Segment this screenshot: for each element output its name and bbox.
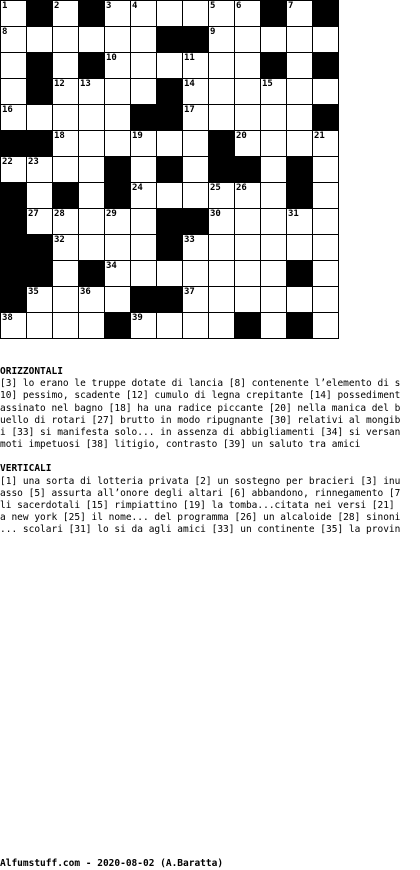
grid-cell[interactable] [79, 235, 105, 261]
grid-cell[interactable] [105, 79, 131, 105]
black-cell [287, 261, 313, 287]
grid-cell[interactable] [183, 105, 209, 131]
grid-cell[interactable] [209, 313, 235, 339]
clue-number: 5 [210, 1, 216, 11]
black-cell [183, 27, 209, 53]
grid-cell[interactable] [27, 313, 53, 339]
black-cell [209, 157, 235, 183]
black-cell [27, 131, 53, 157]
black-cell [131, 287, 157, 313]
grid-cell[interactable] [183, 1, 209, 27]
clue-number: 34 [106, 261, 117, 271]
grid-cell[interactable] [209, 235, 235, 261]
clue-number: 23 [28, 157, 39, 167]
clue-number: 15 [262, 79, 273, 89]
grid-cell[interactable] [53, 105, 79, 131]
grid-cell[interactable] [183, 131, 209, 157]
grid-cell[interactable] [131, 131, 157, 157]
clue-line: uello di rotari [27] brutto in modo ripugnante [30] relativi al mongib [0, 414, 401, 426]
grid-cell[interactable] [79, 209, 105, 235]
grid-cell[interactable] [261, 287, 287, 313]
grid-cell[interactable] [131, 79, 157, 105]
clue-number: 20 [236, 131, 247, 141]
across-heading: ORIZZONTALI [0, 366, 63, 377]
grid-cell[interactable] [157, 313, 183, 339]
clue-line: li sacerdotali [15] rimpiattino [19] la tomba...citata nei versi [21] [0, 500, 395, 512]
black-cell [157, 209, 183, 235]
clue-number: 30 [210, 209, 221, 219]
black-cell [287, 157, 313, 183]
grid-cell[interactable] [313, 313, 339, 339]
grid-cell[interactable] [79, 287, 105, 313]
black-cell [27, 79, 53, 105]
grid-cell[interactable] [313, 287, 339, 313]
grid-cell[interactable] [79, 105, 105, 131]
grid-cell[interactable] [287, 79, 313, 105]
clue-number: 35 [28, 287, 39, 297]
grid-cell[interactable] [261, 131, 287, 157]
grid-cell[interactable] [131, 27, 157, 53]
clue-number: 37 [184, 287, 195, 297]
clue-number: 7 [288, 1, 294, 11]
grid-cell[interactable] [79, 131, 105, 157]
grid-cell[interactable] [235, 209, 261, 235]
black-cell [261, 53, 287, 79]
grid-cell[interactable] [79, 313, 105, 339]
grid-cell[interactable] [183, 287, 209, 313]
clue-number: 19 [132, 131, 143, 141]
black-cell [313, 1, 339, 27]
grid-cell[interactable] [1, 105, 27, 131]
clue-number: 16 [2, 105, 13, 115]
clue-line: moti impetuosi [38] litigio, contrasto [39] un saluto tra amici [0, 439, 361, 451]
black-cell [105, 157, 131, 183]
grid-cell[interactable] [53, 1, 79, 27]
grid-row [1, 27, 339, 53]
grid-cell[interactable] [183, 53, 209, 79]
clue-number: 8 [2, 27, 8, 37]
black-cell [183, 209, 209, 235]
grid-cell[interactable] [287, 53, 313, 79]
clue-number: 4 [132, 1, 138, 11]
grid-cell[interactable] [1, 1, 27, 27]
grid-cell[interactable] [79, 27, 105, 53]
black-cell [27, 235, 53, 261]
clue-line: a new york [25] il nome... del programma [26] un alcaloide [28] sinoni [0, 512, 401, 524]
grid-cell[interactable] [235, 53, 261, 79]
grid-cell[interactable] [131, 209, 157, 235]
grid-cell[interactable] [53, 27, 79, 53]
grid-row [1, 287, 339, 313]
clue-line: assinato nel bagno [18] ha una radice piccante [20] nella manica del b [0, 402, 401, 414]
grid-cell[interactable] [183, 313, 209, 339]
black-cell [157, 105, 183, 131]
clue-line: [1] una sorta di lotteria privata [2] un sostegno per bracieri [3] inu [0, 475, 401, 487]
grid-cell[interactable] [53, 287, 79, 313]
black-cell [1, 183, 27, 209]
black-cell [313, 105, 339, 131]
grid-cell[interactable] [209, 183, 235, 209]
crossword-grid [0, 0, 339, 339]
clue-number: 36 [80, 287, 91, 297]
grid-cell[interactable] [27, 287, 53, 313]
black-cell [261, 1, 287, 27]
grid-cell[interactable] [313, 261, 339, 287]
clue-number: 32 [54, 235, 65, 245]
black-cell [53, 183, 79, 209]
grid-cell[interactable] [235, 79, 261, 105]
grid-cell[interactable] [287, 235, 313, 261]
grid-cell[interactable] [27, 105, 53, 131]
grid-cell[interactable] [261, 79, 287, 105]
grid-cell[interactable] [261, 183, 287, 209]
grid-cell[interactable] [53, 53, 79, 79]
grid-cell[interactable] [105, 53, 131, 79]
grid-cell[interactable] [313, 27, 339, 53]
grid-row [1, 157, 339, 183]
grid-cell[interactable] [157, 53, 183, 79]
grid-cell[interactable] [105, 235, 131, 261]
down-heading: VERTICALI [0, 463, 52, 475]
grid-cell[interactable] [27, 209, 53, 235]
clue-number: 10 [106, 53, 117, 63]
grid-cell[interactable] [313, 131, 339, 157]
clue-number: 38 [2, 313, 13, 323]
grid-cell[interactable] [1, 27, 27, 53]
clue-number: 9 [210, 27, 216, 37]
grid-cell[interactable] [105, 131, 131, 157]
black-cell [79, 53, 105, 79]
grid-row [1, 79, 339, 105]
black-cell [157, 235, 183, 261]
grid-cell[interactable] [183, 261, 209, 287]
clue-number: 6 [236, 1, 242, 11]
black-cell [1, 235, 27, 261]
grid-cell[interactable] [157, 183, 183, 209]
clue-number: 31 [288, 209, 299, 219]
grid-cell[interactable] [131, 157, 157, 183]
clue-number: 39 [132, 313, 143, 323]
clue-number: 17 [184, 105, 195, 115]
black-cell [1, 131, 27, 157]
grid-cell[interactable] [209, 1, 235, 27]
black-cell [157, 79, 183, 105]
grid-cell[interactable] [1, 157, 27, 183]
black-cell [79, 261, 105, 287]
black-cell [157, 287, 183, 313]
clue-number: 24 [132, 183, 143, 193]
black-cell [157, 157, 183, 183]
grid-row [1, 1, 339, 27]
clue-number: 12 [54, 79, 65, 89]
grid-cell[interactable] [105, 209, 131, 235]
black-cell [27, 261, 53, 287]
grid-cell[interactable] [235, 1, 261, 27]
black-cell [1, 209, 27, 235]
grid-row [1, 261, 339, 287]
grid-row [1, 313, 339, 339]
grid-cell[interactable] [287, 209, 313, 235]
black-cell [209, 131, 235, 157]
grid-cell[interactable] [313, 157, 339, 183]
grid-row [1, 209, 339, 235]
grid-cell[interactable] [235, 261, 261, 287]
grid-row [1, 131, 339, 157]
clue-number: 1 [2, 1, 8, 11]
grid-cell[interactable] [261, 209, 287, 235]
black-cell [235, 157, 261, 183]
grid-cell[interactable] [183, 235, 209, 261]
grid-cell[interactable] [183, 183, 209, 209]
clues-section [0, 366, 420, 537]
grid-cell[interactable] [313, 209, 339, 235]
grid-cell[interactable] [79, 183, 105, 209]
grid-cell[interactable] [287, 27, 313, 53]
grid-cell[interactable] [79, 157, 105, 183]
grid-cell[interactable] [131, 313, 157, 339]
grid-cell[interactable] [27, 27, 53, 53]
across-clues [0, 378, 420, 451]
clue-number: 18 [54, 131, 65, 141]
grid-cell[interactable] [261, 105, 287, 131]
grid-cell[interactable] [209, 209, 235, 235]
grid-cell[interactable] [53, 209, 79, 235]
grid-cell[interactable] [131, 53, 157, 79]
grid-cell[interactable] [105, 27, 131, 53]
clue-line: asso [5] assurta all’onore degli altari [6] abbandono, rinnegamento [7 [0, 487, 401, 499]
clue-line: ... scolari [31] lo si da agli amici [33] un continente [35] la provin [0, 524, 401, 536]
grid-cell[interactable] [105, 1, 131, 27]
black-cell [131, 105, 157, 131]
grid-row [1, 105, 339, 131]
grid-cell[interactable] [27, 157, 53, 183]
clue-number: 26 [236, 183, 247, 193]
grid-cell[interactable] [79, 79, 105, 105]
grid-cell[interactable] [131, 183, 157, 209]
grid-cell[interactable] [313, 183, 339, 209]
grid-cell[interactable] [53, 313, 79, 339]
black-cell [1, 261, 27, 287]
grid-cell[interactable] [53, 79, 79, 105]
grid-cell[interactable] [27, 183, 53, 209]
grid-cell[interactable] [157, 1, 183, 27]
black-cell [1, 287, 27, 313]
grid-cell[interactable] [209, 261, 235, 287]
clue-number: 13 [80, 79, 91, 89]
grid-cell[interactable] [313, 79, 339, 105]
black-cell [27, 53, 53, 79]
grid-cell[interactable] [287, 1, 313, 27]
grid-row [1, 53, 339, 79]
grid-cell[interactable] [131, 1, 157, 27]
clue-number: 29 [106, 209, 117, 219]
grid-cell[interactable] [209, 79, 235, 105]
grid-cell[interactable] [287, 131, 313, 157]
grid-cell[interactable] [157, 131, 183, 157]
clue-number: 14 [184, 79, 195, 89]
grid-cell[interactable] [313, 235, 339, 261]
grid-cell[interactable] [235, 287, 261, 313]
grid-cell[interactable] [209, 53, 235, 79]
clue-number: 3 [106, 1, 112, 11]
grid-cell[interactable] [287, 105, 313, 131]
grid-cell[interactable] [235, 183, 261, 209]
grid-cell[interactable] [1, 53, 27, 79]
grid-cell[interactable] [235, 131, 261, 157]
clue-number: 2 [54, 1, 60, 11]
clue-number: 25 [210, 183, 221, 193]
grid-cell[interactable] [261, 313, 287, 339]
clue-number: 22 [2, 157, 13, 167]
grid-cell[interactable] [157, 261, 183, 287]
grid-cell[interactable] [1, 79, 27, 105]
clue-line: [3] lo erano le truppe dotate di lancia [8] contenente l’elemento di s [0, 378, 401, 390]
grid-row [1, 235, 339, 261]
grid-cell[interactable] [209, 27, 235, 53]
grid-cell[interactable] [1, 313, 27, 339]
black-cell [287, 183, 313, 209]
clue-number: 33 [184, 235, 195, 245]
grid-cell[interactable] [235, 235, 261, 261]
grid-cell[interactable] [105, 287, 131, 313]
grid-cell[interactable] [261, 261, 287, 287]
grid-cell[interactable] [209, 105, 235, 131]
black-cell [313, 53, 339, 79]
black-cell [105, 313, 131, 339]
grid-cell[interactable] [261, 235, 287, 261]
grid-cell[interactable] [261, 27, 287, 53]
down-clues [0, 476, 420, 537]
grid-cell[interactable] [209, 287, 235, 313]
grid-cell[interactable] [53, 157, 79, 183]
clue-number: 27 [28, 209, 39, 219]
black-cell [157, 27, 183, 53]
grid-cell[interactable] [235, 27, 261, 53]
grid-cell[interactable] [131, 235, 157, 261]
grid-cell[interactable] [287, 287, 313, 313]
clue-line: 10] pessimo, scadente [12] cumulo di legna crepitante [14] possediment [0, 390, 401, 402]
clue-line: i [33] si manifesta solo... in assenza di abbigliamenti [34] si versan [0, 427, 401, 439]
black-cell [235, 313, 261, 339]
clue-number: 11 [184, 53, 195, 63]
black-cell [105, 183, 131, 209]
black-cell [287, 313, 313, 339]
grid-cell[interactable] [235, 105, 261, 131]
grid-cell[interactable] [183, 157, 209, 183]
grid-cell[interactable] [53, 261, 79, 287]
clue-number: 21 [314, 131, 325, 141]
crossword-table [0, 0, 339, 339]
black-cell [27, 1, 53, 27]
clue-number: 28 [54, 209, 65, 219]
grid-cell[interactable] [183, 79, 209, 105]
grid-cell[interactable] [261, 157, 287, 183]
footer-credit: Alfumstuff.com - 2020-08-02 (A.Baratta) [0, 858, 224, 869]
grid-row [1, 183, 339, 209]
grid-cell[interactable] [53, 235, 79, 261]
grid-cell[interactable] [105, 261, 131, 287]
grid-cell[interactable] [53, 131, 79, 157]
black-cell [79, 1, 105, 27]
grid-cell[interactable] [131, 261, 157, 287]
grid-cell[interactable] [105, 105, 131, 131]
